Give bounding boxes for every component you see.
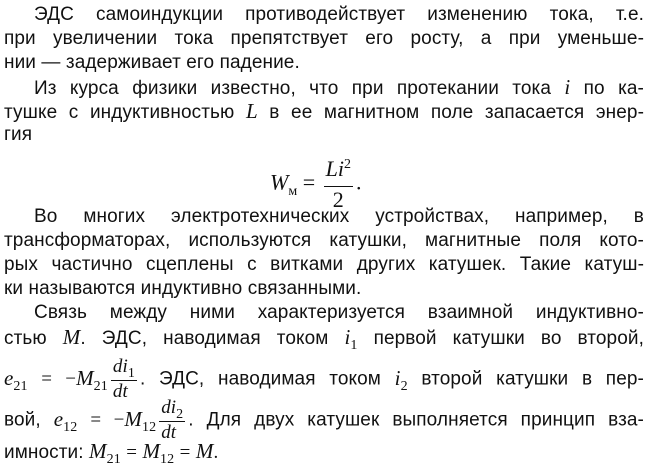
math-variable (4, 365, 28, 394)
fraction-denominator: dt (111, 380, 137, 403)
math-variable: i (564, 75, 571, 99)
math-subscript: м (288, 183, 298, 199)
text-fragment: второй катушки в пер- (421, 368, 644, 390)
text-line (4, 28, 644, 50)
text-fragment: трансформаторах, используются катушки, магнитные поля кото- (4, 230, 644, 251)
text-line (4, 254, 644, 276)
math-symbol: i (344, 325, 351, 349)
math-subscript: 12 (141, 419, 157, 435)
math-subscript: 21 (13, 378, 28, 394)
text-line (4, 440, 218, 466)
math-variable (53, 406, 78, 435)
fraction-denominator: dt (159, 421, 185, 444)
math-variable: Li (325, 156, 344, 181)
math-subscript: 12 (160, 452, 175, 467)
math-variable (76, 365, 108, 394)
text-fragment: стью (4, 328, 47, 349)
text-fragment: . ЭДС, наводимая током (139, 368, 381, 390)
text-fragment: гия (4, 124, 33, 145)
text-fragment: Из курса физики известно, что при протекании тока (34, 78, 552, 99)
text-fragment: в ее магнитном поле запасается энер- (269, 102, 645, 123)
text-fragment: . Для двух катушек выполняется принцип вза- (188, 409, 644, 431)
text-fragment: имности: (4, 442, 84, 463)
math-symbol: M (124, 406, 142, 431)
fraction-numerator (159, 397, 185, 421)
math-variable: M (195, 439, 214, 463)
text-line (4, 100, 644, 124)
text-line (4, 356, 644, 403)
math-operator: = − (41, 368, 77, 390)
math-variable (89, 439, 121, 467)
fraction-denominator: 2 (324, 186, 353, 213)
text-line (4, 206, 644, 228)
math-symbol: e (4, 365, 14, 390)
text-fragment: ки называются индуктивно связанными. (4, 278, 362, 299)
math-fraction (324, 156, 353, 213)
text-line (4, 52, 300, 74)
math-punctuation: . (355, 169, 362, 195)
document-page (4, 0, 644, 467)
math-variable: L (245, 99, 258, 123)
math-operator: = − (90, 409, 125, 431)
fraction-numerator (111, 356, 137, 380)
math-variable: W (270, 169, 289, 195)
math-subscript: 12 (63, 419, 78, 435)
math-fraction (159, 397, 185, 444)
math-subscript: 2 (400, 378, 408, 394)
math-subscript: 1 (350, 338, 358, 353)
math-fraction (111, 356, 137, 403)
fraction-numerator (324, 156, 353, 186)
math-subscript: 2 (176, 407, 184, 422)
text-line (4, 124, 32, 146)
math-subscript: 1 (127, 366, 135, 381)
math-subscript: 21 (93, 378, 108, 394)
math-symbol: e (53, 406, 64, 431)
math-punctuation: . (213, 442, 219, 463)
math-variable (142, 439, 175, 467)
text-fragment: вой, (4, 409, 41, 431)
text-fragment: первой катушки во второй, (373, 328, 644, 349)
text-line (4, 397, 644, 444)
math-symbol: di (161, 397, 177, 418)
text-line (4, 4, 644, 26)
math-operator: = (302, 169, 316, 195)
math-operator: = (126, 442, 138, 463)
math-operator: = (179, 442, 191, 463)
text-fragment: при увеличении тока препятствует его росту, а при уменьше- (4, 28, 644, 49)
math-symbol: i (394, 365, 401, 390)
math-variable (344, 325, 358, 353)
math-symbol: M (142, 439, 161, 463)
math-variable: M (62, 325, 81, 349)
energy-formula (270, 156, 361, 213)
text-fragment: по ка- (583, 78, 644, 99)
math-symbol: M (89, 439, 107, 463)
text-line (4, 76, 644, 100)
math-symbol: M (76, 365, 94, 390)
text-line (4, 302, 644, 324)
text-fragment: рых частично сцеплены с витками других катушек. Такие катуш- (4, 254, 644, 275)
text-line (4, 230, 644, 252)
text-line (4, 326, 644, 352)
math-superscript: 2 (343, 157, 351, 172)
text-line (4, 278, 361, 300)
text-fragment: Связь между ними характеризуется взаимной индуктивно- (34, 302, 644, 323)
text-fragment: Во многих электротехнических устройствах, например, в (34, 206, 644, 227)
math-subscript: 21 (106, 452, 121, 467)
text-fragment: нии — задерживает его падение. (4, 52, 300, 73)
text-fragment: . ЭДС, наводимая током (80, 328, 329, 349)
text-fragment: ЭДС самоиндукции противодействует изменению тока, т.е. (34, 4, 644, 25)
math-variable (394, 365, 408, 394)
math-variable (124, 406, 157, 435)
text-fragment: тушке с индуктивностью (4, 102, 235, 123)
math-symbol: di (112, 356, 128, 377)
